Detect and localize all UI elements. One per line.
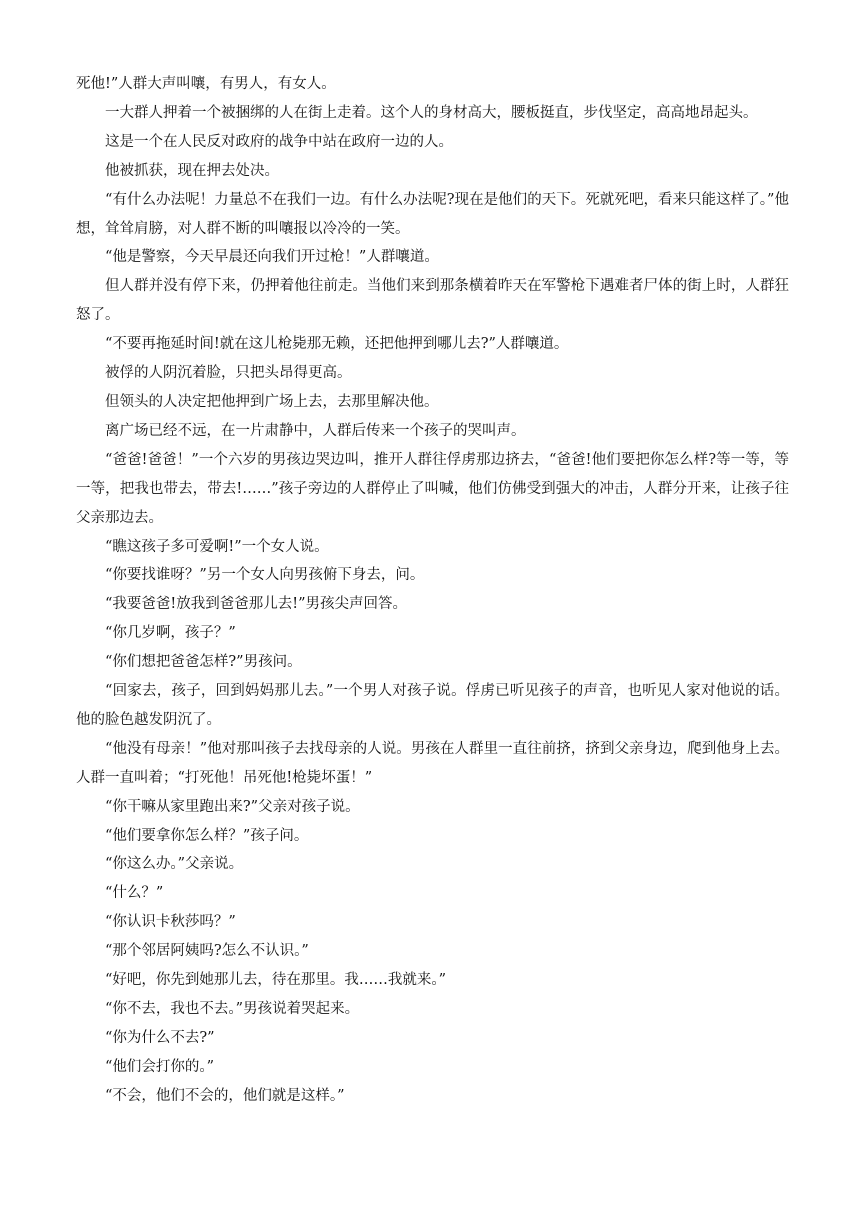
paragraph: “那个邻居阿姨吗?怎么不认识。” [105,943,309,960]
paragraph: 他被抓获，现在押去处决。 [105,162,279,179]
paragraph: 被俘的人阴沉着脸，只把头昂得更高。 [105,365,352,382]
paragraph: 死他!”人群大声叫嚷，有男人，有女人。 [76,76,336,92]
paragraph: “我要爸爸!放我到爸爸那儿去!”男孩尖声回答。 [105,596,407,613]
paragraph: “他没有母亲！”他对那叫孩子去找母亲的人说。男孩在人群里一直往前挤，挤到父亲身边，爬到他身上去。人群一直叫着；“打死他！吊死他!枪毙坏蛋！” [76,740,789,786]
paragraph: 这是一个在人民反对政府的战争中站在政府一边的人。 [105,133,453,150]
paragraph: “你干嘛从家里跑出来?”父亲对孩子说。 [105,798,360,815]
paragraph: 离广场已经不远，在一片肃静中，人群后传来一个孩子的哭叫声。 [105,422,526,439]
paragraph: “你要找谁呀？”另一个女人向男孩俯下身去，问。 [105,567,425,584]
paragraph: “你为什么不去?” [105,1029,215,1046]
paragraph: “你不去，我也不去。”男孩说着哭起来。 [105,1001,360,1017]
paragraph: “瞧这孩子多可爱啊!”一个女人说。 [105,538,329,555]
paragraph: “你这么办。”父亲说。 [105,856,244,873]
paragraph: “回家去，孩子，回到妈妈那儿去。”一个男人对孩子说。俘虏已听见孩子的声音，也听见人家对他说的话。他的脸色越发阴沉了。 [76,683,789,728]
paragraph: “爸爸!爸爸！”一个六岁的男孩边哭边叫，推开人群往俘虏那边挤去，“爸爸!他们要把你怎么样?等一等，等一等，把我也带去，带去!……”孩子旁边的人群停止了叫喊，他们仿佛受到强大的冲击，人群分开来，让孩子往父亲那边去。 [76,451,789,526]
paragraph: 一大群人押着一个被捆绑的人在街上走着。这个人的身材高大，腰板挺直，步伐坚定，高高地昂起头。 [105,104,758,121]
paragraph: “他们要拿你怎么样？”孩子问。 [105,827,309,844]
paragraph: “不会，他们不会的，他们就是这样。” [105,1087,345,1104]
paragraph: “什么？” [105,885,164,902]
paragraph: 但人群并没有停下来，仍押着他往前走。当他们来到那条横着昨天在军警枪下遇难者尸体的街上时，人群狂怒了。 [76,278,789,324]
paragraph: “好吧，你先到她那儿去，待在那里。我……我就来。” [105,972,447,989]
paragraph: “他是警察，今天早晨还向我们开过枪！”人群嚷道。 [105,249,439,266]
paragraph: “不要再拖延时间!就在这儿枪毙那无赖，还把他押到哪儿去?”人群嚷道。 [105,336,569,353]
paragraph: “你认识卡秋莎吗？” [105,914,236,931]
paragraph: “有什么办法呢！力量总不在我们一边。有什么办法呢?现在是他们的天下。死就死吧，看来只能这样了。”他想，耸耸肩膀，对人群不断的叫嚷报以冷冷的一笑。 [76,191,789,237]
paragraph: “他们会打你的。” [105,1058,215,1075]
paragraph: “你几岁啊，孩子？” [105,625,236,642]
paragraph: “你们想把爸爸怎样?”男孩问。 [105,654,302,671]
paragraph: 但领头的人决定把他押到广场上去，去那里解决他。 [105,393,439,410]
document-page [76,70,789,1111]
